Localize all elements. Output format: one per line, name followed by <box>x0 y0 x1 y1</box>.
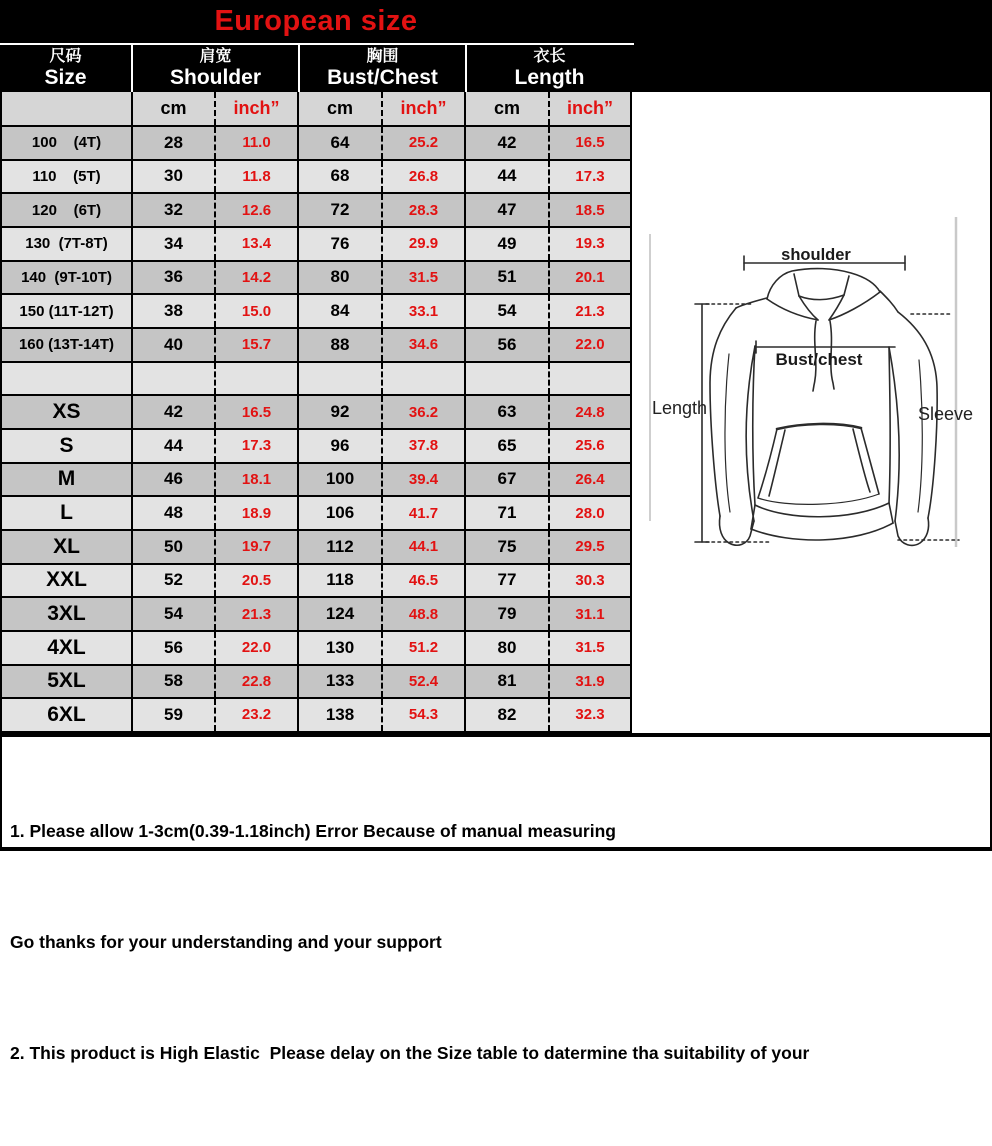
inch-value-cell: 26.4 <box>575 470 605 488</box>
inch-value-cell: 15.7 <box>216 329 299 361</box>
unit-header-row <box>2 92 630 127</box>
inch-value-cell: 18.5 <box>575 201 605 219</box>
header-label-zh: 胸围 <box>366 47 399 65</box>
inch-value-cell: 18.9 <box>216 497 299 529</box>
cm-value-cell: 44 <box>133 430 216 462</box>
inch-value-cell: 19.7 <box>216 531 299 563</box>
inch-value-cell: 30.3 <box>575 571 605 589</box>
inch-value-cell: 12.6 <box>216 194 299 226</box>
cm-value-cell: 106 <box>299 497 383 529</box>
size-cell: L <box>2 497 133 529</box>
size-cell: 100 (4T) <box>2 127 133 159</box>
length-measure-line <box>695 304 772 542</box>
cm-value-cell: 75 <box>466 531 550 563</box>
cm-value-cell: 79 <box>466 598 550 630</box>
cm-value-cell: 59 <box>133 699 216 731</box>
spacer-row <box>2 363 630 397</box>
size-row-120 <box>2 194 630 228</box>
note-line-1: 1. Please allow 1-3cm(0.39-1.18inch) Error Because of manual measuring <box>10 821 616 841</box>
inch-value-cell: 20.5 <box>216 565 299 597</box>
inch-value-cell: 46.5 <box>383 565 466 597</box>
size-cell: 160 (13T-14T) <box>2 329 133 361</box>
inch-value-cell: 44.1 <box>383 531 466 563</box>
cm-value-cell: 64 <box>299 127 383 159</box>
cm-value-cell: 63 <box>466 396 550 428</box>
size-table <box>0 92 632 733</box>
cm-value-cell: 51 <box>466 262 550 294</box>
inch-value-cell <box>550 363 630 395</box>
cm-value-cell: 84 <box>299 295 383 327</box>
inch-value-cell: 22.0 <box>575 336 605 354</box>
size-row-130 <box>2 228 630 262</box>
inch-value-cell: 21.3 <box>575 302 605 320</box>
cm-value-cell: 92 <box>299 396 383 428</box>
cm-value-cell <box>133 363 216 395</box>
inch-value-cell: 17.3 <box>575 167 605 185</box>
inch-value-cell: 14.2 <box>216 262 299 294</box>
inch-value-cell: 28.0 <box>575 504 605 522</box>
cm-value-cell: 30 <box>133 161 216 193</box>
inch-value-cell: 13.4 <box>216 228 299 260</box>
cm-value-cell: 68 <box>299 161 383 193</box>
cm-value-cell: 56 <box>133 632 216 664</box>
cm-value-cell: 72 <box>299 194 383 226</box>
inch-value-cell: 26.8 <box>383 161 466 193</box>
size-row-6XL <box>2 699 630 733</box>
size-cell: XS <box>2 396 133 428</box>
inch-value-cell: 28.3 <box>383 194 466 226</box>
inch-value-cell: 39.4 <box>383 464 466 496</box>
banner <box>0 0 992 92</box>
body-outline <box>710 308 937 545</box>
size-row-L <box>2 497 630 531</box>
size-row-5XL <box>2 666 630 700</box>
inch-value-cell: 48.8 <box>383 598 466 630</box>
notes-section <box>0 733 992 1063</box>
size-cell: S <box>2 430 133 462</box>
size-cell: 110 (5T) <box>2 161 133 193</box>
inch-value-cell: 31.9 <box>575 672 605 690</box>
inch-value-cell: 52.4 <box>383 666 466 698</box>
inch-value-cell: 51.2 <box>383 632 466 664</box>
hoodie-illustration <box>632 92 992 733</box>
inch-value-cell: 16.5 <box>575 134 605 152</box>
size-row-110 <box>2 161 630 195</box>
cm-value-cell: 46 <box>133 464 216 496</box>
shoulder-label: shoulder <box>781 246 851 264</box>
size-row-140 <box>2 262 630 296</box>
inch-value-cell: 31.1 <box>575 605 605 623</box>
header-label-zh: 肩宽 <box>199 47 232 65</box>
cm-value-cell: 80 <box>466 632 550 664</box>
cm-value-cell: 50 <box>133 531 216 563</box>
cm-value-cell: 56 <box>466 329 550 361</box>
size-row-XXL <box>2 565 630 599</box>
size-row-S <box>2 430 630 464</box>
cm-value-cell: 138 <box>299 699 383 731</box>
table-header-row <box>0 45 632 92</box>
inch-value-cell: 33.1 <box>383 295 466 327</box>
unit-inch-cell: inch” <box>383 92 466 125</box>
inch-value-cell: 31.5 <box>383 262 466 294</box>
hood-outline <box>736 269 898 320</box>
size-cell: 3XL <box>2 598 133 630</box>
cm-value-cell: 133 <box>299 666 383 698</box>
cm-value-cell: 54 <box>133 598 216 630</box>
cm-value-cell: 96 <box>299 430 383 462</box>
size-cell: M <box>2 464 133 496</box>
size-cell: 4XL <box>2 632 133 664</box>
unit-inch-cell: inch” <box>216 92 299 125</box>
cm-value-cell: 32 <box>133 194 216 226</box>
cm-value-cell: 52 <box>133 565 216 597</box>
inch-value-cell: 41.7 <box>383 497 466 529</box>
inch-value-cell: 18.1 <box>216 464 299 496</box>
cm-value-cell: 42 <box>133 396 216 428</box>
size-cell <box>2 363 133 395</box>
inch-value-cell: 16.5 <box>216 396 299 428</box>
cm-value-cell: 34 <box>133 228 216 260</box>
inch-value-cell: 36.2 <box>383 396 466 428</box>
inch-value-cell: 19.3 <box>575 235 605 253</box>
unit-inch-cell: inch” <box>566 98 613 118</box>
header-label-en: Length <box>514 65 585 89</box>
inch-value-cell <box>216 363 299 395</box>
size-row-100 <box>2 127 630 161</box>
size-row-XL <box>2 531 630 565</box>
unit-cm-cell: cm <box>133 92 216 125</box>
cm-value-cell: 81 <box>466 666 550 698</box>
cm-value-cell: 67 <box>466 464 550 496</box>
cm-value-cell: 38 <box>133 295 216 327</box>
inch-value-cell: 22.0 <box>216 632 299 664</box>
header-cell-shoulder <box>133 45 300 92</box>
size-cell: 6XL <box>2 699 133 731</box>
size-cell: XL <box>2 531 133 563</box>
cm-value-cell: 42 <box>466 127 550 159</box>
cm-value-cell: 44 <box>466 161 550 193</box>
inch-value-cell: 54.3 <box>383 699 466 731</box>
cm-value-cell <box>299 363 383 395</box>
size-cell: XXL <box>2 565 133 597</box>
header-cell-size <box>0 45 133 92</box>
bust-label: Bust/chest <box>775 350 863 369</box>
cm-value-cell: 80 <box>299 262 383 294</box>
size-row-160 <box>2 329 630 363</box>
note-line-2: Go thanks for your understanding and your support <box>10 932 442 952</box>
inch-value-cell: 17.3 <box>216 430 299 462</box>
size-cell: 120 (6T) <box>2 194 133 226</box>
inch-value-cell: 20.1 <box>575 268 605 286</box>
size-cell: 150 (11T-12T) <box>2 295 133 327</box>
inch-value-cell: 22.8 <box>216 666 299 698</box>
sleeve-label: Sleeve <box>918 404 974 424</box>
measurement-diagram <box>632 92 992 733</box>
note-line-3: 2. This product is High Elastic Please delay on the Size table to datermine tha suitability of your <box>10 1043 810 1063</box>
cm-value-cell: 54 <box>466 295 550 327</box>
unit-cm-cell: cm <box>466 92 550 125</box>
cm-value-cell <box>466 363 550 395</box>
inch-value-cell: 23.2 <box>216 699 299 731</box>
inch-value-cell: 31.5 <box>575 639 605 657</box>
cm-value-cell: 28 <box>133 127 216 159</box>
cm-value-cell: 77 <box>466 565 550 597</box>
unit-cm-cell: cm <box>299 92 383 125</box>
pocket-outline <box>758 424 879 504</box>
inch-value-cell: 11.0 <box>216 127 299 159</box>
size-row-3XL <box>2 598 630 632</box>
cm-value-cell: 65 <box>466 430 550 462</box>
cm-value-cell: 58 <box>133 666 216 698</box>
length-label: Length <box>652 398 708 418</box>
page-title: European size <box>214 5 418 37</box>
cm-value-cell: 40 <box>133 329 216 361</box>
header-label-en: Size <box>44 65 87 89</box>
size-row-XS <box>2 396 630 430</box>
cm-value-cell: 76 <box>299 228 383 260</box>
header-cell-length <box>467 45 632 92</box>
header-cell-bustchest <box>300 45 467 92</box>
inch-value-cell: 11.8 <box>216 161 299 193</box>
inch-value-cell: 24.8 <box>575 403 605 421</box>
size-row-150 <box>2 295 630 329</box>
cm-value-cell: 112 <box>299 531 383 563</box>
cm-value-cell: 100 <box>299 464 383 496</box>
inch-value-cell: 37.8 <box>383 430 466 462</box>
unit-blank-cell <box>2 92 133 125</box>
header-label-en: Bust/Chest <box>327 65 438 89</box>
size-cell: 140 (9T-10T) <box>2 262 133 294</box>
inch-value-cell: 15.0 <box>216 295 299 327</box>
header-label-zh: 尺码 <box>49 47 82 65</box>
inch-value-cell: 29.9 <box>383 228 466 260</box>
size-row-M <box>2 464 630 498</box>
inch-value-cell: 25.2 <box>383 127 466 159</box>
inch-value-cell <box>383 363 466 395</box>
cm-value-cell: 49 <box>466 228 550 260</box>
size-cell: 130 (7T-8T) <box>2 228 133 260</box>
inch-value-cell: 21.3 <box>216 598 299 630</box>
cm-value-cell: 82 <box>466 699 550 731</box>
cm-value-cell: 71 <box>466 497 550 529</box>
cm-value-cell: 88 <box>299 329 383 361</box>
inch-value-cell: 32.3 <box>575 706 605 724</box>
size-row-4XL <box>2 632 630 666</box>
cm-value-cell: 118 <box>299 565 383 597</box>
inch-value-cell: 29.5 <box>575 538 605 556</box>
cm-value-cell: 48 <box>133 497 216 529</box>
cm-value-cell: 124 <box>299 598 383 630</box>
inch-value-cell: 25.6 <box>575 437 605 455</box>
inch-value-cell: 34.6 <box>383 329 466 361</box>
size-cell: 5XL <box>2 666 133 698</box>
cm-value-cell: 130 <box>299 632 383 664</box>
cm-value-cell: 47 <box>466 194 550 226</box>
header-label-en: Shoulder <box>169 65 261 89</box>
cm-value-cell: 36 <box>133 262 216 294</box>
header-label-zh: 衣长 <box>533 47 566 65</box>
